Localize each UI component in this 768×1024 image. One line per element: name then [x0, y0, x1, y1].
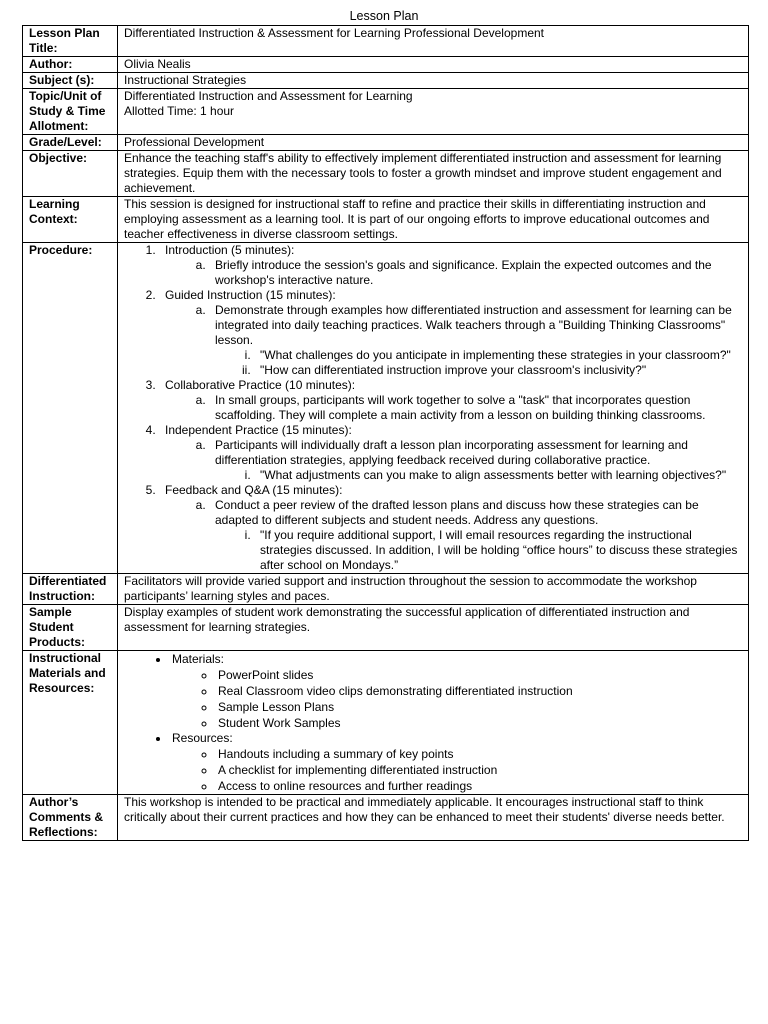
label-sample-student-products: Sample Student Products: [23, 605, 118, 651]
value-materials-resources [118, 651, 749, 795]
list-item: ◦ A checklist for implementing differentiated instruction [216, 762, 744, 778]
label-author: Author: [23, 57, 118, 73]
step-substep [209, 303, 744, 378]
value-authors-comments: This workshop is intended to be practical and immediately applicable. It encourages instructional staff to think critically about their current practices and how they can be enhanced to meet their students' diverse needs better. [118, 795, 749, 841]
label-topic: Topic/Unit of Study & Time Allotment: [23, 89, 118, 135]
row-lesson-plan-title [23, 26, 749, 57]
group-heading: Materials: [172, 652, 225, 666]
label-objective: Objective: [23, 151, 118, 197]
value-procedure [118, 243, 749, 574]
label-authors-comments: Author’s Comments & Reflections: [23, 795, 118, 841]
question-item: i. "What adjustments can you make to align assessments better with learning objectives?" [254, 468, 744, 483]
value-author: Olivia Nealis [118, 57, 749, 73]
step-substep [209, 438, 744, 483]
substep-questions [215, 348, 744, 378]
list-item: ◦ Student Work Samples [216, 715, 744, 731]
row-grade-level [23, 135, 749, 151]
list-item: ◦ Access to online resources and further readings [216, 778, 744, 794]
list-item: ◦ Sample Lesson Plans [216, 699, 744, 715]
substep-text: Participants will individually draft a lesson plan incorporating assessment for learning and differentiation strategies, applying feedback received during collaborative practice. [215, 438, 688, 467]
procedure-step [159, 288, 744, 378]
step-substep [209, 498, 744, 573]
value-topic [118, 89, 749, 135]
list-item: ◦ PowerPoint slides [216, 667, 744, 683]
substep-text: Demonstrate through examples how differentiated instruction and assessment for learning can be integrated into daily teaching practices. Walk teachers through a "Building Thinking Classrooms" lesson. [215, 303, 732, 347]
value-lesson-plan-title: Differentiated Instruction & Assessment for Learning Professional Development [118, 26, 749, 57]
step-title: Feedback and Q&A (15 minutes): [165, 483, 343, 497]
list-item: ◦ Real Classroom video clips demonstrating differentiated instruction [216, 683, 744, 699]
row-learning-context [23, 197, 749, 243]
question-item: i. "What challenges do you anticipate in implementing these strategies in your classroom?" [254, 348, 744, 363]
label-lesson-plan-title: Lesson Plan Title: [23, 26, 118, 57]
resources-group [170, 731, 744, 794]
row-procedure [23, 243, 749, 574]
row-objective [23, 151, 749, 197]
topic-line: Differentiated Instruction and Assessment for Learning [124, 89, 413, 103]
list-item: ◦ Handouts including a summary of key points [216, 746, 744, 762]
question-item: i. "If you require additional support, I will email resources regarding the instructional strategies discussed. In addition, I will be holding “office hours” to discuss these strategies after school on Mondays.” [254, 528, 744, 573]
allotted-time: Allotted Time: 1 hour [124, 104, 235, 118]
row-materials-resources [23, 651, 749, 795]
step-substeps [165, 498, 744, 573]
procedure-step [159, 378, 744, 423]
question-item: ii. "How can differentiated instruction improve your classroom's inclusivity?" [254, 363, 744, 378]
label-subject: Subject (s): [23, 73, 118, 89]
step-substep: a. Briefly introduce the session's goals and significance. Explain the expected outcomes and the workshop's interactive nature. [209, 258, 744, 288]
step-title: Independent Practice (15 minutes): [165, 423, 352, 437]
label-grade-level: Grade/Level: [23, 135, 118, 151]
label-materials-resources: Instructional Materials and Resources: [23, 651, 118, 795]
substep-questions [215, 528, 744, 573]
substep-text: Conduct a peer review of the drafted lesson plans and discuss how these strategies can be adapted to different subjects and student needs. Address any questions. [215, 498, 699, 527]
value-subject: Instructional Strategies [118, 73, 749, 89]
materials-groups [124, 652, 744, 794]
value-grade-level: Professional Development [118, 135, 749, 151]
step-substeps [165, 438, 744, 483]
step-title: Collaborative Practice (10 minutes): [165, 378, 356, 392]
row-differentiated-instruction [23, 574, 749, 605]
step-substeps [165, 393, 744, 423]
value-learning-context: This session is designed for instructional staff to refine and practice their skills in differentiating instruction and employing assessment as a learning tool. It is part of our ongoing efforts to improve educational outcomes and teacher effectiveness in diverse classroom settings. [118, 197, 749, 243]
procedure-step [159, 483, 744, 573]
value-sample-student-products: Display examples of student work demonstrating the successful application of differentiated instruction and assessment for learning strategies. [118, 605, 749, 651]
step-title: Introduction (5 minutes): [165, 243, 295, 257]
group-items [172, 746, 744, 794]
step-substeps [165, 258, 744, 288]
step-title: Guided Instruction (15 minutes): [165, 288, 336, 302]
procedure-steps [124, 243, 744, 573]
lesson-plan-table [22, 25, 749, 841]
row-author [23, 57, 749, 73]
value-objective: Enhance the teaching staff's ability to effectively implement differentiated instruction and assessment for learning strategies. Equip them with the necessary tools to foster a growth mindset and improve student engagement and achievement. [118, 151, 749, 197]
document-title: Lesson Plan [349, 9, 419, 23]
label-procedure: Procedure: [23, 243, 118, 574]
step-substep: a. In small groups, participants will work together to solve a "task" that incorporates question scaffolding. They will complete a main activity from a lesson on building thinking classrooms. [209, 393, 744, 423]
step-substeps [165, 303, 744, 378]
row-authors-comments [23, 795, 749, 841]
row-subject [23, 73, 749, 89]
label-learning-context: Learning Context: [23, 197, 118, 243]
materials-group [170, 652, 744, 731]
group-items [172, 667, 744, 731]
value-differentiated-instruction: Facilitators will provide varied support and instruction throughout the session to accommodate the workshop participants’ learning styles and paces. [118, 574, 749, 605]
substep-questions [215, 468, 744, 483]
group-heading: Resources: [172, 731, 233, 745]
label-differentiated-instruction: Differentiated Instruction: [23, 574, 118, 605]
row-sample-student-products [23, 605, 749, 651]
procedure-step [159, 423, 744, 483]
procedure-step [159, 243, 744, 288]
row-topic [23, 89, 749, 135]
